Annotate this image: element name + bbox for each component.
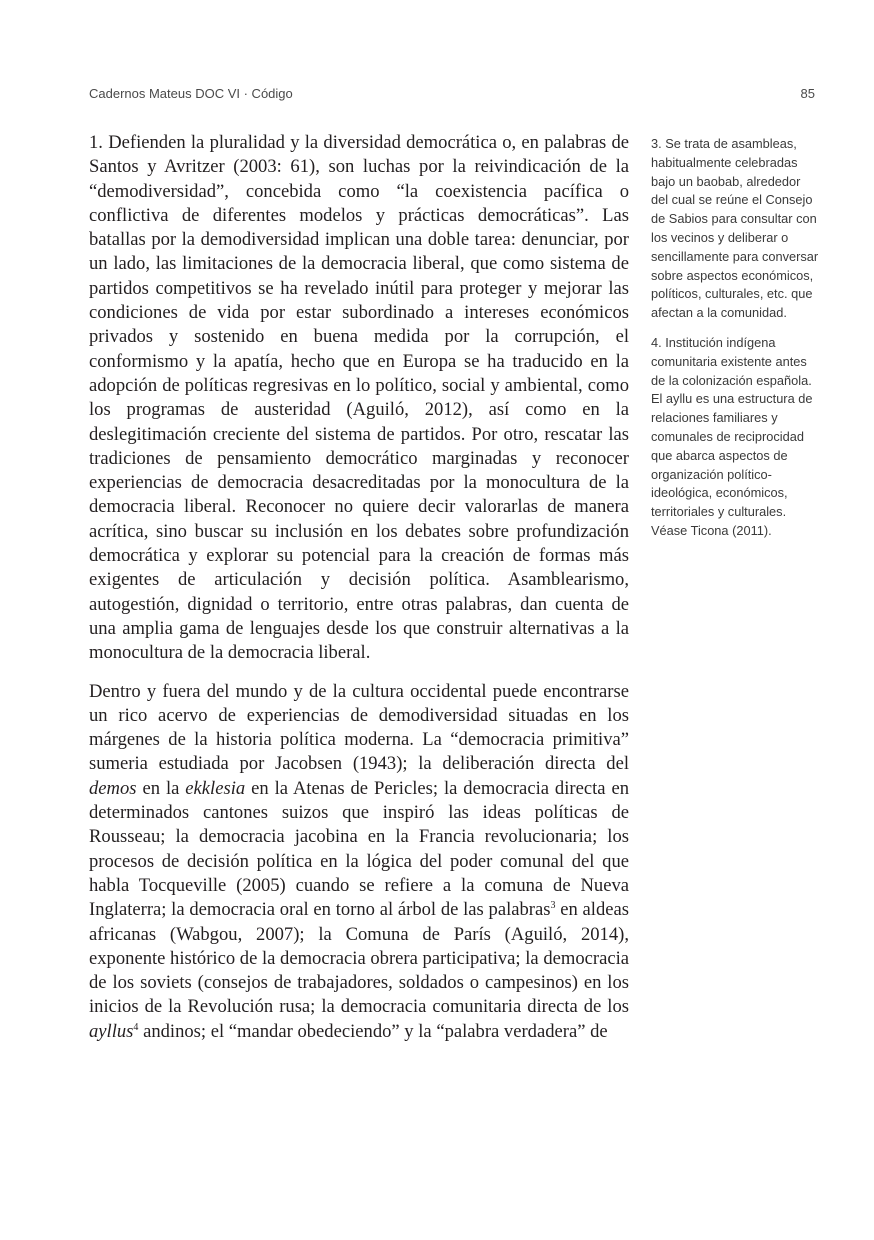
- paragraph-2-text-4: en aldeas africanas (Wabgou, 2007); la Comuna de París (Aguiló, 2014), exponente histórico de la democracia obrera participativa; la democracia de los soviets (consejos de trabajadores, soldados o campesinos) en los inicios de la Revolución rusa; la democracia comunitaria directa de los: [89, 899, 629, 1018]
- sidenote-4: 4. Institución indígena comunitaria existente antes de la colonización española. El ayllu es una estructura de relaciones familiares y comunales de reciprocidad que abarca aspectos de organización político-ideológica, económicos, territoriales y culturales. Véase Ticona (2011).: [651, 334, 813, 538]
- term-ekklesia: ekklesia: [185, 777, 246, 799]
- main-text-column: [89, 131, 629, 1044]
- publication-title: Cadernos Mateus DOC VI · Código: [89, 86, 293, 101]
- sidenote-3: 3. Se trata de asambleas, habitualmente celebradas bajo un baobab, alrededor del cual se reúne el Consejo de Sabios para consultar con los vecinos y deliberar o sencillamente para conversar sobre aspectos económicos, políticos, culturales, etc. que afectan a la comunidad.: [651, 136, 819, 321]
- paragraph-2-text-2: en la: [136, 777, 186, 799]
- paragraph-2: [89, 680, 629, 1044]
- page-number: 85: [800, 86, 815, 101]
- paragraph-2-text-1: Dentro y fuera del mundo y de la cultura occidental puede encontrarse un rico acervo de experiencias de demodiversidad situadas en los márgenes de la historia política moderna. La “democracia primitiva” sumeria estudiada por Jacobsen (1943); la deliberación directa del: [89, 680, 629, 775]
- paragraph-2-text-3: en la Atenas de Pericles; la democracia directa en determinados cantones suizos que inspiró las ideas políticas de Rousseau; la democracia jacobina en la Francia revolucionaria; los procesos de decisión política en la lógica del poder comunal del que habla Tocqueville (2005) cuando se refiere a la comuna de Nueva Inglaterra; la democracia oral en torno al árbol de las palabras: [89, 777, 629, 921]
- term-ayllus: ayllus: [89, 1020, 134, 1042]
- paragraph-2-text-5: andinos; el “mandar obedeciendo” y la “palabra verdadera” de: [138, 1020, 608, 1042]
- sidenotes-column: [651, 135, 819, 541]
- footnote-ref-3[interactable]: 3: [550, 900, 556, 912]
- footnote-ref-4[interactable]: 4: [133, 1021, 139, 1033]
- paragraph-1: 1. Defienden la pluralidad y la diversidad democrática o, en palabras de Santos y Avritzer (2003: 61), son luchas por la reivindicación de la “demodiversidad”, concebida como “la coexistencia pacífica o conflictiva de diferentes modelos y prácticas democráticas”. Las batallas por la demodiversidad implican una doble tarea: denunciar, por un lado, las limitaciones de la democracia liberal, que como sistema de partidos competitivos se ha revelado inútil para proteger y mejorar las condiciones de vida por estar subordinado a intereses económicos privados y sostenido en buena medida por la corrupción, el conformismo y la apatía, hecho que en Europa se ha traducido en la adopción de políticas regresivas en lo político, social y ambiental, como los programas de austeridad (Aguiló, 2012), así como en la deslegitimación creciente del sistema de partidos. Por otro, rescatar las tradiciones de pensamiento democrático marginadas y reconocer experiencias de democracia desacreditadas por la monocultura de la democracia liberal. Reconocer no quiere decir valorarlas de manera acrítica, sino buscar su inclusión en los debates sobre profundización democrática y explorar su potencial para la creación de formas más exigentes de articulación y decisión política. Asamblearismo, autogestión, dignidad o territorio, entre otras palabras, dan cuenta de una amplia gama de lenguajes desde los que construir alternativas a la monocultura de la democracia liberal.: [89, 132, 629, 664]
- term-demos: demos: [89, 777, 137, 799]
